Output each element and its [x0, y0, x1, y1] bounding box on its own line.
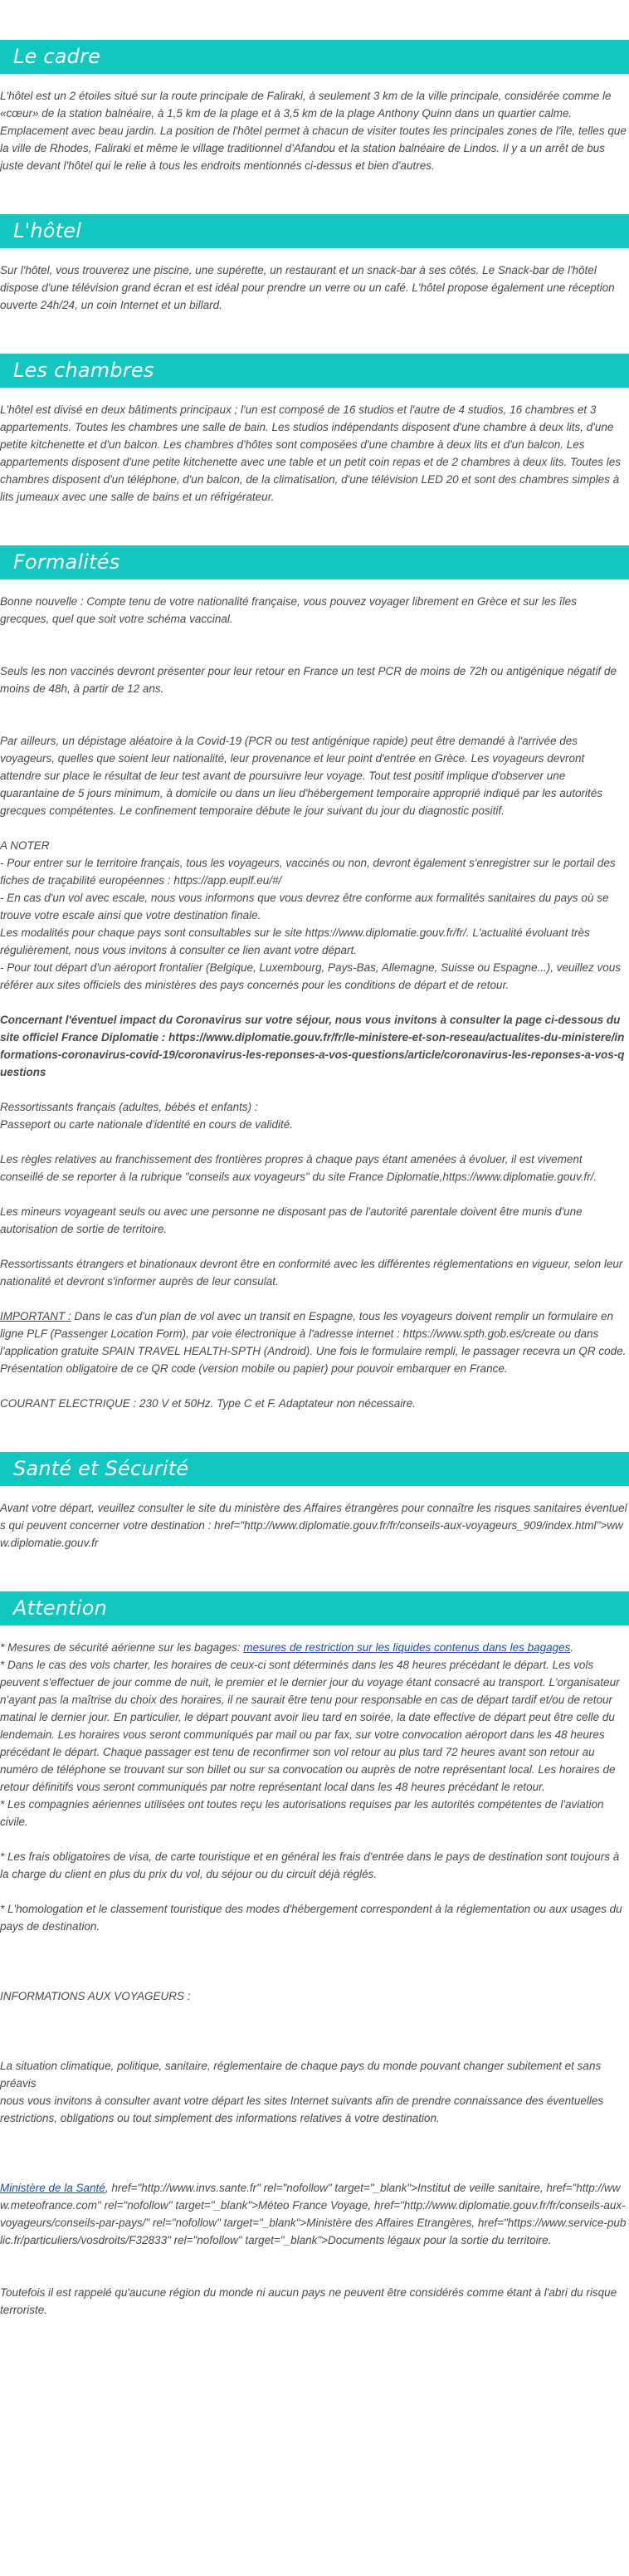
ressortissants-docs: Passeport ou carte nationale d'identité en cours de validité.	[0, 1118, 294, 1131]
section-header-attention	[0, 1591, 629, 1625]
note-4: - Pour tout départ d'un aéroport frontalier (Belgique, Luxembourg, Pays-Bas, Allemagne, Suisse ou Espagne...), veuillez vous référer aux sites officiels des ministères des pays concernés pour les conditions de départ et de retour.	[0, 961, 621, 991]
note-2: - En cas d'un vol avec escale, nous vous informons que vous devrez être conforme aux formalités sanitaires du pays où se trouve votre escale ainsi que votre destination finale.	[0, 892, 609, 921]
attention-p9: Toutefois il est rappelé qu'aucune région du monde ni aucun pays ne peuvent être considérés comme étant à l'abri du risque terroriste.	[0, 2286, 617, 2316]
formalites-p2: Seuls les non vaccinés devront présenter pour leur retour en France un test PCR de moins de 72h ou antigénique négatif de moins de 48h, à partir de 12 ans.	[0, 665, 617, 695]
attention-p8	[0, 2179, 629, 2249]
section-header-sante	[0, 1452, 629, 1486]
formalites-p1: Bonne nouvelle : Compte tenu de votre nationalité française, vous pouvez voyager librement en Grèce et sur les îles grecques, quel que soit votre schéma vaccinal.	[0, 595, 577, 625]
attention-p6: La situation climatique, politique, sanitaire, réglementaire de chaque pays du monde pouvant changer subitement et sans préavis	[0, 2060, 602, 2090]
attention-p1-pre: * Mesures de sécurité aérienne sur les bagages:	[0, 1641, 244, 1654]
attention-p1-post: .	[570, 1641, 574, 1654]
liquides-restriction-link[interactable]: mesures de restriction sur les liquides contenus dans les bagages	[243, 1641, 571, 1654]
mineurs-paragraph: Les mineurs voyageant seuls ou avec une personne ne disposant pas de l'autorité parentale doivent être munis d'une autorisation de sortie de territoire.	[0, 1205, 583, 1235]
section-title-sante: Santé et Sécurité	[13, 1457, 189, 1480]
attention-p7: nous vous invitons à consulter avant votre départ les sites Internet suivants afin de prendre connaissance des éventuelles restrictions, obligations ou tout simplement des informations relatives à votre destination.	[0, 2095, 604, 2124]
section-title-chambres: Les chambres	[13, 359, 154, 382]
section-attention	[0, 1591, 629, 2319]
etrangers-paragraph: Ressortissants étrangers et binationaux devront être en conformité avec les différentes réglementations en vigueur, selon leur nationalité et devront s'informer auprès de leur consulat.	[0, 1258, 623, 1288]
sante-paragraph: Avant votre départ, veuillez consulter le site du ministère des Affaires étrangères pour connaître les risques sanitaires éventuels qui peuvent concerner votre destination : href="http://www.diplomatie.gouv.fr/fr/conseils-aux-voyageurs_909/index.html">www.diplomatie.gouv.fr	[0, 1502, 627, 1549]
attention-p5: * L'homologation et le classement touristique des modes d'hébergement correspondent à la réglementation ou aux usages du pays de destination.	[0, 1903, 622, 1933]
section-header-cadre	[0, 40, 629, 74]
section-header-chambres	[0, 354, 629, 388]
coronavirus-bold-note: Concernant l'éventuel impact du Coronavirus sur votre séjour, nous vous invitons à consulter la page ci-dessous du site officiel France Diplomatie : https://www.diplomatie.gouv.fr/fr/le-ministere-et-son-reseau/actualites-du-ministere/informations-coronavirus-covid-19/coronavirus-les-reponses-a-vos-questions/article/coronavirus-les-reponses-a-vos-questions	[0, 1014, 625, 1078]
important-label: IMPORTANT :	[0, 1310, 71, 1322]
section-title-formalites: Formalités	[13, 550, 120, 574]
attention-p4: * Les frais obligatoires de visa, de carte touristique et en général les frais d'entrée dans le pays de destination sont toujours à la charge du client en plus du prix du vol, du séjour ou du circuit déjà réglés.	[0, 1850, 620, 1880]
important-paragraph	[0, 1308, 629, 1377]
section-title-attention: Attention	[13, 1596, 107, 1620]
courant-electrique: COURANT ELECTRIQUE : 230 V et 50Hz. Type C et F. Adaptateur non nécessaire.	[0, 1397, 416, 1410]
section-hotel	[0, 214, 629, 314]
info-voyageurs-title: INFORMATIONS AUX VOYAGEURS :	[0, 1990, 191, 2002]
attention-p3: * Les compagnies aériennes utilisées ont toutes reçu les autorisations requises par les autorités compétentes de l'aviation civile.	[0, 1798, 604, 1828]
hotel-paragraph: Sur l'hôtel, vous trouverez une piscine, une supérette, un restaurant et un snack-bar à ses côtés. Le Snack-bar de l'hôtel dispose d'une télévision grand écran et est idéal pour prendre un verre ou un café. L'hôtel propose également une réception ouverte 24h/24, un coin Internet et un billard.	[0, 264, 615, 311]
section-title-cadre: Le cadre	[13, 45, 101, 68]
important-text: Dans le cas d'un plan de vol avec un transit en Espagne, tous les voyageurs doivent remplir un formulaire en ligne PLF (Passenger Location Form), par voie électronique à l'adresse internet : https://www.spth.gob.es/create ou dans l'application gratuite SPAIN TRAVEL HEALTH-SPTH (Android). Une fois le formulaire rempli, le passager recevra un QR code. Présentation obligatoire de ce QR code (version mobile ou papier) pour pouvoir embarquer en France.	[0, 1310, 627, 1375]
note-3: Les modalités pour chaque pays sont consultables sur le site https://www.diplomatie.gouv.fr/fr/. L'actualité évoluant très régulièrement, nous vous invitons à consulter ce lien avant votre départ.	[0, 926, 590, 956]
chambres-paragraph: L'hôtel est divisé en deux bâtiments principaux ; l'un est composé de 16 studios et l'autre de 4 studios, 16 chambres et 3 appartements. Toutes les chambres une salle de bain. Les studios indépendants disposent d'une chambre à deux lits, d'une petite kitchenette et d'un balcon. Les chambres d'hôtes sont composées d'une chambre à deux lits et d'un balcon. Les appartements disposent d'une petite kitchenette avec une table et un petit coin repas et de 2 chambres à deux lits. Toutes les chambres disposent d'un téléphone, d'un balcon, de la climatisation, d'une télévision LED 20 et sont des chambres simples à lits jumeaux avec une salle de bains et un réfrigérateur.	[0, 403, 622, 503]
attention-p8-rest: , href="http://www.invs.sante.fr" rel="nofollow" target="_blank">Institut de veille sanitaire, href="http://www.meteofrance.com" rel="nofollow" target="_blank">Méteo France Voyage, href="http://www.diplomatie.gouv.fr/fr/conseils-aux-voyageurs/conseils-par-pays/" rel="nofollow" target="_blank">Ministère des Affaires Etrangères, href="https://www.service-public.fr/particuliers/vosdroits/F32833" rel="nofollow" target="_blank">Documents légaux pour la sortie du territoire.	[0, 2182, 627, 2246]
section-sante	[0, 1452, 629, 1552]
regles-paragraph: Les règles relatives au franchissement des frontières propres à chaque pays étant amenées à évoluer, il est vivement conseillé de se reporter à la rubrique "conseils aux voyageurs" du site France Diplomatie,https://www.diplomatie.gouv.fr/.	[0, 1153, 597, 1183]
section-header-formalites	[0, 545, 629, 579]
section-title-hotel: L'hôtel	[13, 219, 82, 242]
cadre-paragraph: L'hôtel est un 2 étoiles situé sur la route principale de Faliraki, à seulement 3 km de la ville principale, considérée comme le «cœur» de la station balnéaire, à 1,5 km de la plage et à 3,5 km de la plage Anthony Quinn dans un quartier calme. Emplacement avec beau jardin. La position de l'hôtel permet à chacun de visiter toutes les principales zones de l'île, telles que la ville de Rhodes, Faliraki et même le village traditionnel d'Afandou et la station balnéaire de Lindos. Il y a un arrêt de bus juste devant l'hôtel qui le relie à tous les endroits mentionnés ci-dessus et bien d'autres.	[0, 90, 627, 172]
section-chambres	[0, 354, 629, 506]
section-header-hotel	[0, 214, 629, 248]
ministere-sante-link[interactable]: Ministère de la Santé	[0, 2182, 105, 2194]
attention-p1	[0, 1639, 629, 1656]
formalites-p3: Par ailleurs, un dépistage aléatoire à la Covid-19 (PCR ou test antigénique rapide) peut être demandé à l'arrivée des voyageurs, quelles que soient leur nationalité, leur provenance et leur point d'entrée en Grèce. Les voyageurs devront attendre sur place le résultat de leur test avant de poursuivre leur voyage. Tout test positif implique d'observer une quarantaine de 5 jours minimum, à domicile ou dans un lieu d'hébergement temporaire approprié indiqué par les autorités grecques compétentes. Le confinement temporaire débute le jour suivant du jour du diagnostic positif.	[0, 735, 603, 817]
attention-p2: * Dans le cas des vols charter, les horaires de ceux-ci sont déterminés dans les 48 heures précédant le départ. Les vols peuvent s'effectuer de jour comme de nuit, le premier et le dernier jour du voyage étant consacré au transport. L'organisateur n'ayant pas la maîtrise du choix des horaires, il ne saurait être tenu pour responsable en cas de départ tardif et/ou de retour matinal le dernier jour. En particulier, le départ pouvant avoir lieu tard en soirée, la date effective de départ peut être celle du lendemain. Les horaires vous seront communiqués par mail ou par fax, sur votre convocation aéroport dans les 48 heures précédant le départ. Chaque passager est tenu de reconfirmer son vol retour au plus tard 72 heures avant son retour au numéro de téléphone se trouvant sur son billet ou sur sa convocation ou auprès de notre représentant local. Les horaires de retour définitifs vous seront communiqués par notre représentant local dans les 48 heures précédant le retour.	[0, 1659, 620, 1793]
note-1: - Pour entrer sur le territoire français, tous les voyageurs, vaccinés ou non, devront également s'enregistrer sur le portail des fiches de traçabilité européennes : https://app.euplf.eu/#/	[0, 857, 616, 887]
section-formalites	[0, 545, 629, 1412]
ressortissants-label: Ressortissants français (adultes, bébés et enfants) :	[0, 1101, 258, 1113]
section-cadre	[0, 40, 629, 174]
note-title: A NOTER	[0, 839, 50, 852]
